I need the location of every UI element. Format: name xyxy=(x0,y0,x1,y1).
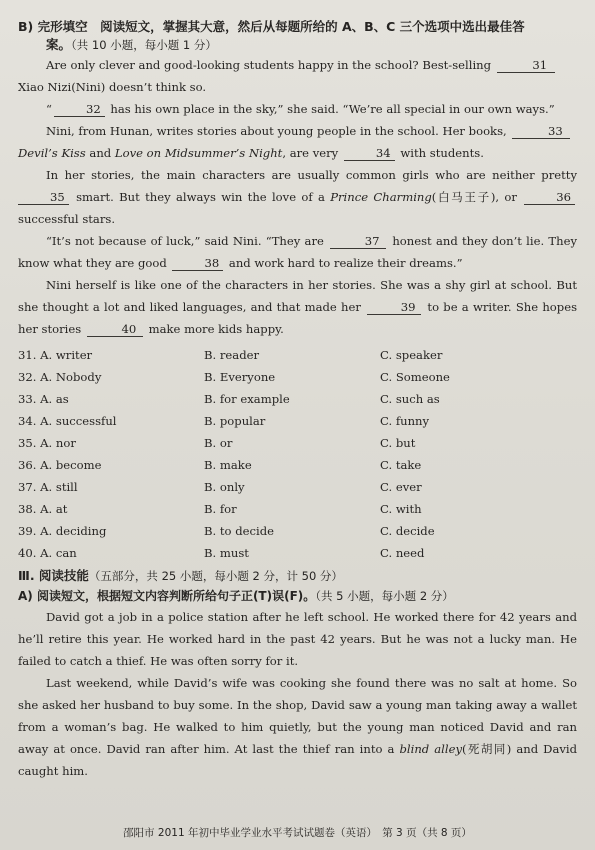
section-b-heading-text: B) 完形填空 阅读短文，掌握其大意，然后从每题所给的 A、B、C 三个选项中选出最佳答 xyxy=(18,19,525,34)
p5-text-c: and work hard to realize their dreams.” xyxy=(228,256,463,270)
option-c: C. Someone xyxy=(380,370,450,384)
blank-34: 34 xyxy=(344,146,395,161)
section-3-heading xyxy=(18,566,577,586)
option-row xyxy=(18,410,577,432)
passage-paragraph-2 xyxy=(18,98,577,120)
section-b-heading-cont: 案。 xyxy=(46,37,72,52)
blank-32: 32 xyxy=(54,102,105,117)
blind-alley: blind alley xyxy=(399,742,463,756)
option-b: B. must xyxy=(204,546,249,560)
passage-paragraph-6 xyxy=(18,274,577,340)
p4-text-d: successful stars. xyxy=(18,212,116,226)
option-c: C. speaker xyxy=(380,348,443,362)
prince-charming-cn: (白马王子) xyxy=(431,190,496,204)
section-3a-heading xyxy=(18,586,577,606)
option-a: 38. A. at xyxy=(18,502,68,516)
section-b-heading xyxy=(18,18,577,54)
option-b: B. popular xyxy=(204,414,266,428)
option-b: B. for xyxy=(204,502,237,516)
blank-40: 40 xyxy=(87,322,143,337)
option-row xyxy=(18,476,577,498)
option-a: 39. A. deciding xyxy=(18,524,107,538)
reading-paragraph-2 xyxy=(18,672,577,782)
book-title-1: Devil’s Kiss xyxy=(18,146,86,160)
p2-text-a: “ xyxy=(46,102,52,116)
section-3a-points: （共 5 小题，每小题 2 分） xyxy=(315,589,454,603)
option-row xyxy=(18,366,577,388)
blind-alley-cn: (死胡同) xyxy=(462,742,512,756)
option-row xyxy=(18,344,577,366)
answer-options xyxy=(18,344,577,564)
blank-38: 38 xyxy=(172,256,223,271)
passage-paragraph-5 xyxy=(18,230,577,274)
blank-39: 39 xyxy=(367,300,421,315)
passage-paragraph-4 xyxy=(18,164,577,230)
option-c: C. with xyxy=(380,502,422,516)
option-a: 37. A. still xyxy=(18,480,78,494)
p6-text-a: Nini herself is like one of the characters in her stories. She was a shy girl at school. But she thought a lot and liked languages, and that made her xyxy=(18,278,577,314)
reading-p2-text-a: Last weekend, while David’s wife was cooking she found there was no salt at home. So she asked her husband to buy some. In the shop, David saw a young man taking away a wallet from a woman’s bag. He walked to him quietly, but the young man noticed David and ran away at once. David ran after him. At last the thief ran into a xyxy=(18,676,577,756)
option-b: B. or xyxy=(204,436,233,450)
p4-text-b: smart. But they always win the love of a xyxy=(76,190,325,204)
option-b: B. Everyone xyxy=(204,370,276,384)
option-c: C. ever xyxy=(380,480,422,494)
p5-text-a: “It’s not because of luck,” said Nini. “They are xyxy=(46,234,324,248)
option-b: B. make xyxy=(204,458,252,472)
option-b: B. to decide xyxy=(204,524,274,538)
option-row xyxy=(18,388,577,410)
option-b: B. for example xyxy=(204,392,290,406)
p3-text-c: with students. xyxy=(400,146,484,160)
option-row xyxy=(18,542,577,564)
section-3a-title: A) 阅读短文，根据短文内容判断所给句子正(T)误(F)。 xyxy=(18,589,316,603)
option-c: C. decide xyxy=(380,524,435,538)
p6-text-b: to be a writer. She hopes her stories xyxy=(18,300,578,336)
blank-33: 33 xyxy=(512,124,570,139)
reading-paragraph-1: David got a job in a police station after he left school. He worked there for 42 years and he’ll retire this year. He worked hard in the past 42 years. But he was not a lucky man. He failed to catch a thief. He was often sorry for it. xyxy=(18,610,577,668)
option-row xyxy=(18,454,577,476)
option-row xyxy=(18,498,577,520)
p1-text-a: Are only clever and good-looking students happy in the school? Best-selling xyxy=(46,58,492,72)
section-3-points: （五部分，共 25 小题，每小题 2 分，计 50 分） xyxy=(88,569,343,583)
blank-36: 36 xyxy=(524,190,575,205)
blank-31: 31 xyxy=(497,58,555,73)
p2-text-b: has his own place in the sky,” she said. “We’re all special in our own ways.” xyxy=(110,102,555,116)
option-c: C. such as xyxy=(380,392,440,406)
prince-charming: Prince Charming xyxy=(330,190,432,204)
option-a: 31. A. writer xyxy=(18,348,93,362)
page-footer: 邵阳市 2011 年初中毕业学业水平考试试题卷（英语） 第 3 页（共 8 页） xyxy=(123,827,472,839)
p6-text-c: make more kids happy. xyxy=(148,322,284,336)
option-a: 33. A. as xyxy=(18,392,69,406)
blank-37: 37 xyxy=(330,234,386,249)
option-a: 36. A. become xyxy=(18,458,102,472)
option-b: B. reader xyxy=(204,348,260,362)
p1-text-b: Xiao Nizi(Nini) doesn’t think so. xyxy=(18,80,207,94)
p3-text-a: Nini, from Hunan, writes stories about young people in the school. Her books, xyxy=(46,124,507,138)
p3-and: and xyxy=(89,146,112,160)
passage-paragraph-3 xyxy=(18,120,577,164)
p5-text-b: honest and they don’t lie. They know what they are good xyxy=(18,234,577,270)
option-a: 34. A. successful xyxy=(18,414,117,428)
p3-text-b: , are very xyxy=(282,146,339,160)
option-row xyxy=(18,520,577,542)
option-c: C. take xyxy=(380,458,422,472)
option-row xyxy=(18,432,577,454)
option-a: 40. A. can xyxy=(18,546,77,560)
book-title-2: Love on Midsummer’s Night xyxy=(114,146,283,160)
option-c: C. but xyxy=(380,436,416,450)
option-a: 32. A. Nobody xyxy=(18,370,102,384)
option-c: C. need xyxy=(380,546,425,560)
p4-text-c: , or xyxy=(495,190,517,204)
option-c: C. funny xyxy=(380,414,430,428)
reading-p2-text-b: and David caught him. xyxy=(18,742,578,778)
option-a: 35. A. nor xyxy=(18,436,76,450)
blank-35: 35 xyxy=(18,190,69,205)
passage-paragraph-1 xyxy=(18,54,577,98)
p4-text-a: In her stories, the main characters are usually common girls who are neither pretty xyxy=(46,168,577,182)
section-b-points: （共 10 小题，每小题 1 分） xyxy=(71,38,217,52)
option-b: B. only xyxy=(204,480,245,494)
section-3-title: Ⅲ. 阅读技能 xyxy=(18,568,89,583)
